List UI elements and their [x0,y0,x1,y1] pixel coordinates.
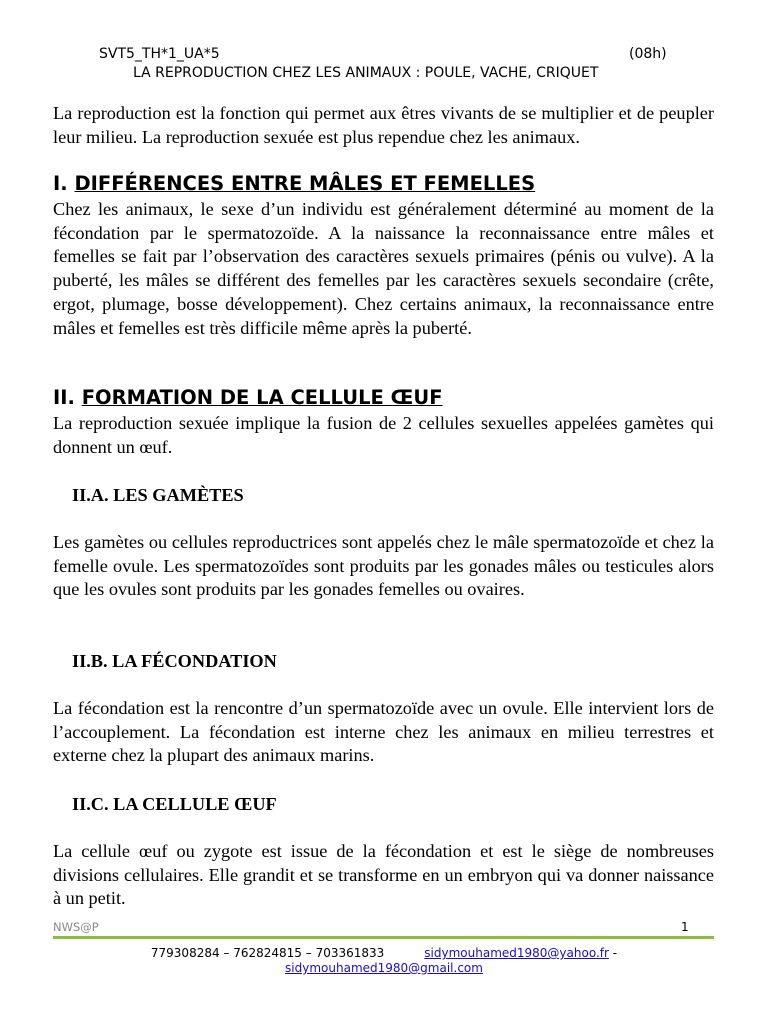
email-separator: - [612,946,618,960]
subsection-b-paragraph: La fécondation est la rencontre d’un spermatozoïde avec un ovule. Elle intervient lors de l’accouplement. La fécondation est interne chez les animaux en milieu terrestres et externe chez la plupart des animaux marins. [53,698,714,766]
footer-contact-line-2 [0,961,768,976]
phone-numbers: 779308284 – 762824815 – 703361833 [150,946,385,960]
page-number: 1 [681,920,689,934]
section-2-title: FORMATION DE LA CELLULE ŒUF [81,386,443,409]
section-1-number: I. [53,172,68,195]
subsection-c-paragraph: La cellule œuf ou zygote est issue de la fécondation et est le siège de nombreuses divisions cellulaires. Elle grandit et se transforme en un embryon qui va donner naissance à un petit. [53,841,714,909]
footer-contact-line [0,946,768,961]
email-link-yahoo[interactable]: sidymouhamed1980@yahoo.fr [424,946,609,960]
section-1-heading [53,172,535,196]
section-2-number: II. [53,386,75,409]
subsection-b-heading: II.B. LA FÉCONDATION [72,651,277,671]
subsection-a-paragraph: Les gamètes ou cellules reproductrices sont appelés chez le mâle spermatozoïde et chez la femelle ovule. Les spermatozoïdes sont produits par les gonades mâles ou testicules alors que les ovules sont produits par les gonades femelles ou ovaires. [53,532,714,600]
subsection-c-heading: II.C. LA CELLULE ŒUF [72,794,277,814]
course-duration: (08h) [629,46,667,62]
course-code: SVT5_TH*1_UA*5 [99,46,220,62]
footer-author: NWS@P [53,920,99,934]
email-link-gmail[interactable]: sidymouhamed1980@gmail.com [285,961,483,975]
section-2-heading [53,386,443,410]
section-1-title: DIFFÉRENCES ENTRE MÂLES ET FEMELLES [74,172,536,195]
intro-paragraph: La reproduction est la fonction qui permet aux êtres vivants de se multiplier et de peupler leur milieu. La reproduction sexuée est plus rependue chez les animaux. [53,103,714,147]
footer-divider [53,936,714,939]
subsection-a-heading: II.A. LES GAMÈTES [72,485,244,505]
section-2-paragraph: La reproduction sexuée implique la fusion de 2 cellules sexuelles appelées gamètes qui donnent un œuf. [53,413,714,457]
section-1-paragraph: Chez les animaux, le sexe d’un individu est généralement déterminé au moment de la fécondation par le spermatozoïde. A la naissance la reconnaissance entre mâles et femelles se fait par l’observation des caractères sexuels primaires (pénis ou vulve). A la puberté, les mâles se différent des femelles par les caractères sexuels secondaire (crête, ergot, plumage, bosse développement). Chez certains animaux, la reconnaissance entre mâles et femelles est très difficile même après la puberté. [53,199,714,338]
document-title: LA REPRODUCTION CHEZ LES ANIMAUX : POULE, VACHE, CRIQUET [133,65,599,81]
